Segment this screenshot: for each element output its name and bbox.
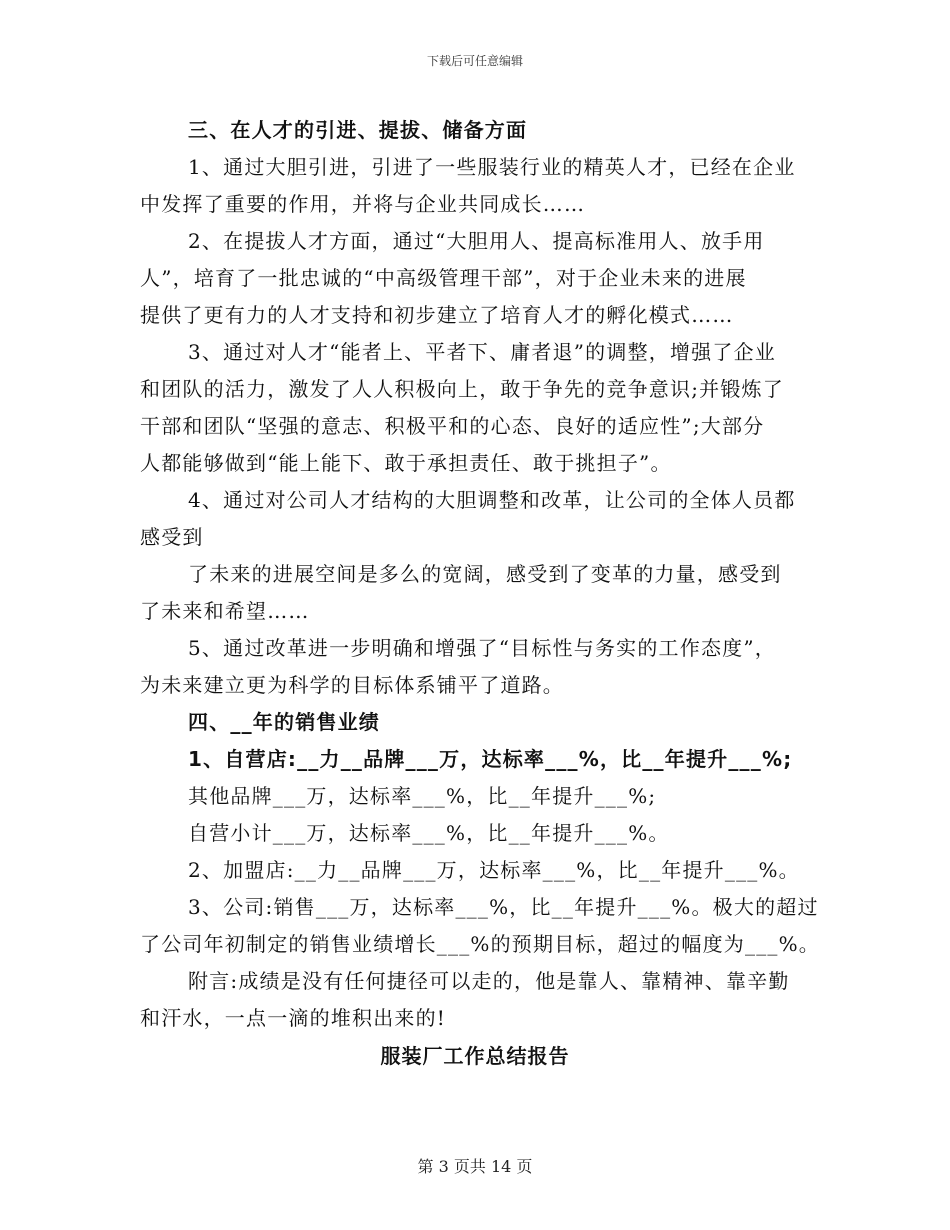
paragraph-line: 干部和团队“坚强的意志、积极平和的心态、良好的适应性”;大部分 — [140, 414, 765, 438]
document-title: 服装厂工作总结报告 — [380, 1044, 570, 1068]
paragraph-line: 感受到 — [140, 525, 204, 549]
sales-line: 其他品牌___万，达标率___%，比__年提升___%; — [188, 784, 657, 808]
page-number: 第 3 页共 14 页 — [417, 1157, 533, 1176]
paragraph-line: 和团队的活力，激发了人人积极向上，敢于争先的竞争意识;并锻炼了 — [140, 377, 784, 401]
header-note: 下载后可任意编辑 — [426, 54, 523, 68]
paragraph-line: 5、通过改革进一步明确和增强了“目标性与务实的工作态度”， — [188, 636, 776, 660]
section-heading: 四、__年的销售业绩 — [188, 710, 380, 734]
paragraph-line: 了未来和希望…… — [140, 599, 310, 623]
sales-line-self-operated: 1、自营店:__力__品牌___万，达标率___%，比__年提升___%; — [188, 747, 793, 771]
sales-line: 自营小计___万，达标率___%，比__年提升___%。 — [188, 821, 670, 845]
paragraph-line: 1、通过大胆引进，引进了一些服装行业的精英人才，已经在企业 — [188, 155, 796, 179]
paragraph-line: 3、通过对人才“能者上、平者下、庸者退”的调整，增强了企业 — [188, 340, 776, 364]
sales-line: 2、加盟店:__力__品牌___万，达标率___%，比__年提升___%。 — [188, 858, 800, 882]
section-heading: 三、在人才的引进、提拔、储备方面 — [188, 118, 528, 142]
paragraph-line: 2、在提拔人才方面，通过“大胆用人、提高标准用人、放手用 — [188, 229, 765, 253]
paragraph-line: 中发挥了重要的作用，并将与企业共同成长…… — [140, 192, 586, 216]
postscript-line: 附言:成绩是没有任何捷径可以走的，他是靠人、靠精神、靠辛勤 — [188, 969, 790, 993]
paragraph-line: 人”，培育了一批忠诚的“中高级管理干部”，对于企业未来的进展 — [140, 266, 747, 290]
paragraph-line: 为未来建立更为科学的目标体系铺平了道路。 — [140, 673, 564, 697]
paragraph-line: 提供了更有力的人才支持和初步建立了培育人才的孵化模式…… — [140, 303, 734, 327]
paragraph-line: 了未来的进展空间是多么的宽阔，感受到了变革的力量，感受到 — [188, 562, 782, 586]
paragraph-line: 4、通过对公司人才结构的大胆调整和改革，让公司的全体人员都 — [188, 488, 796, 512]
paragraph-line: 人都能够做到“能上能下、敢于承担责任、敢于挑担子”。 — [140, 451, 672, 475]
sales-line: 3、公司:销售___万，达标率___%，比__年提升___%。极大的超过 — [188, 895, 819, 919]
sales-line: 了公司年初制定的销售业绩增长___%的预期目标，超过的幅度为___%。 — [140, 932, 821, 956]
document-body — [140, 112, 821, 1037]
postscript-line: 和汗水，一点一滴的堆积出来的! — [140, 1006, 447, 1030]
